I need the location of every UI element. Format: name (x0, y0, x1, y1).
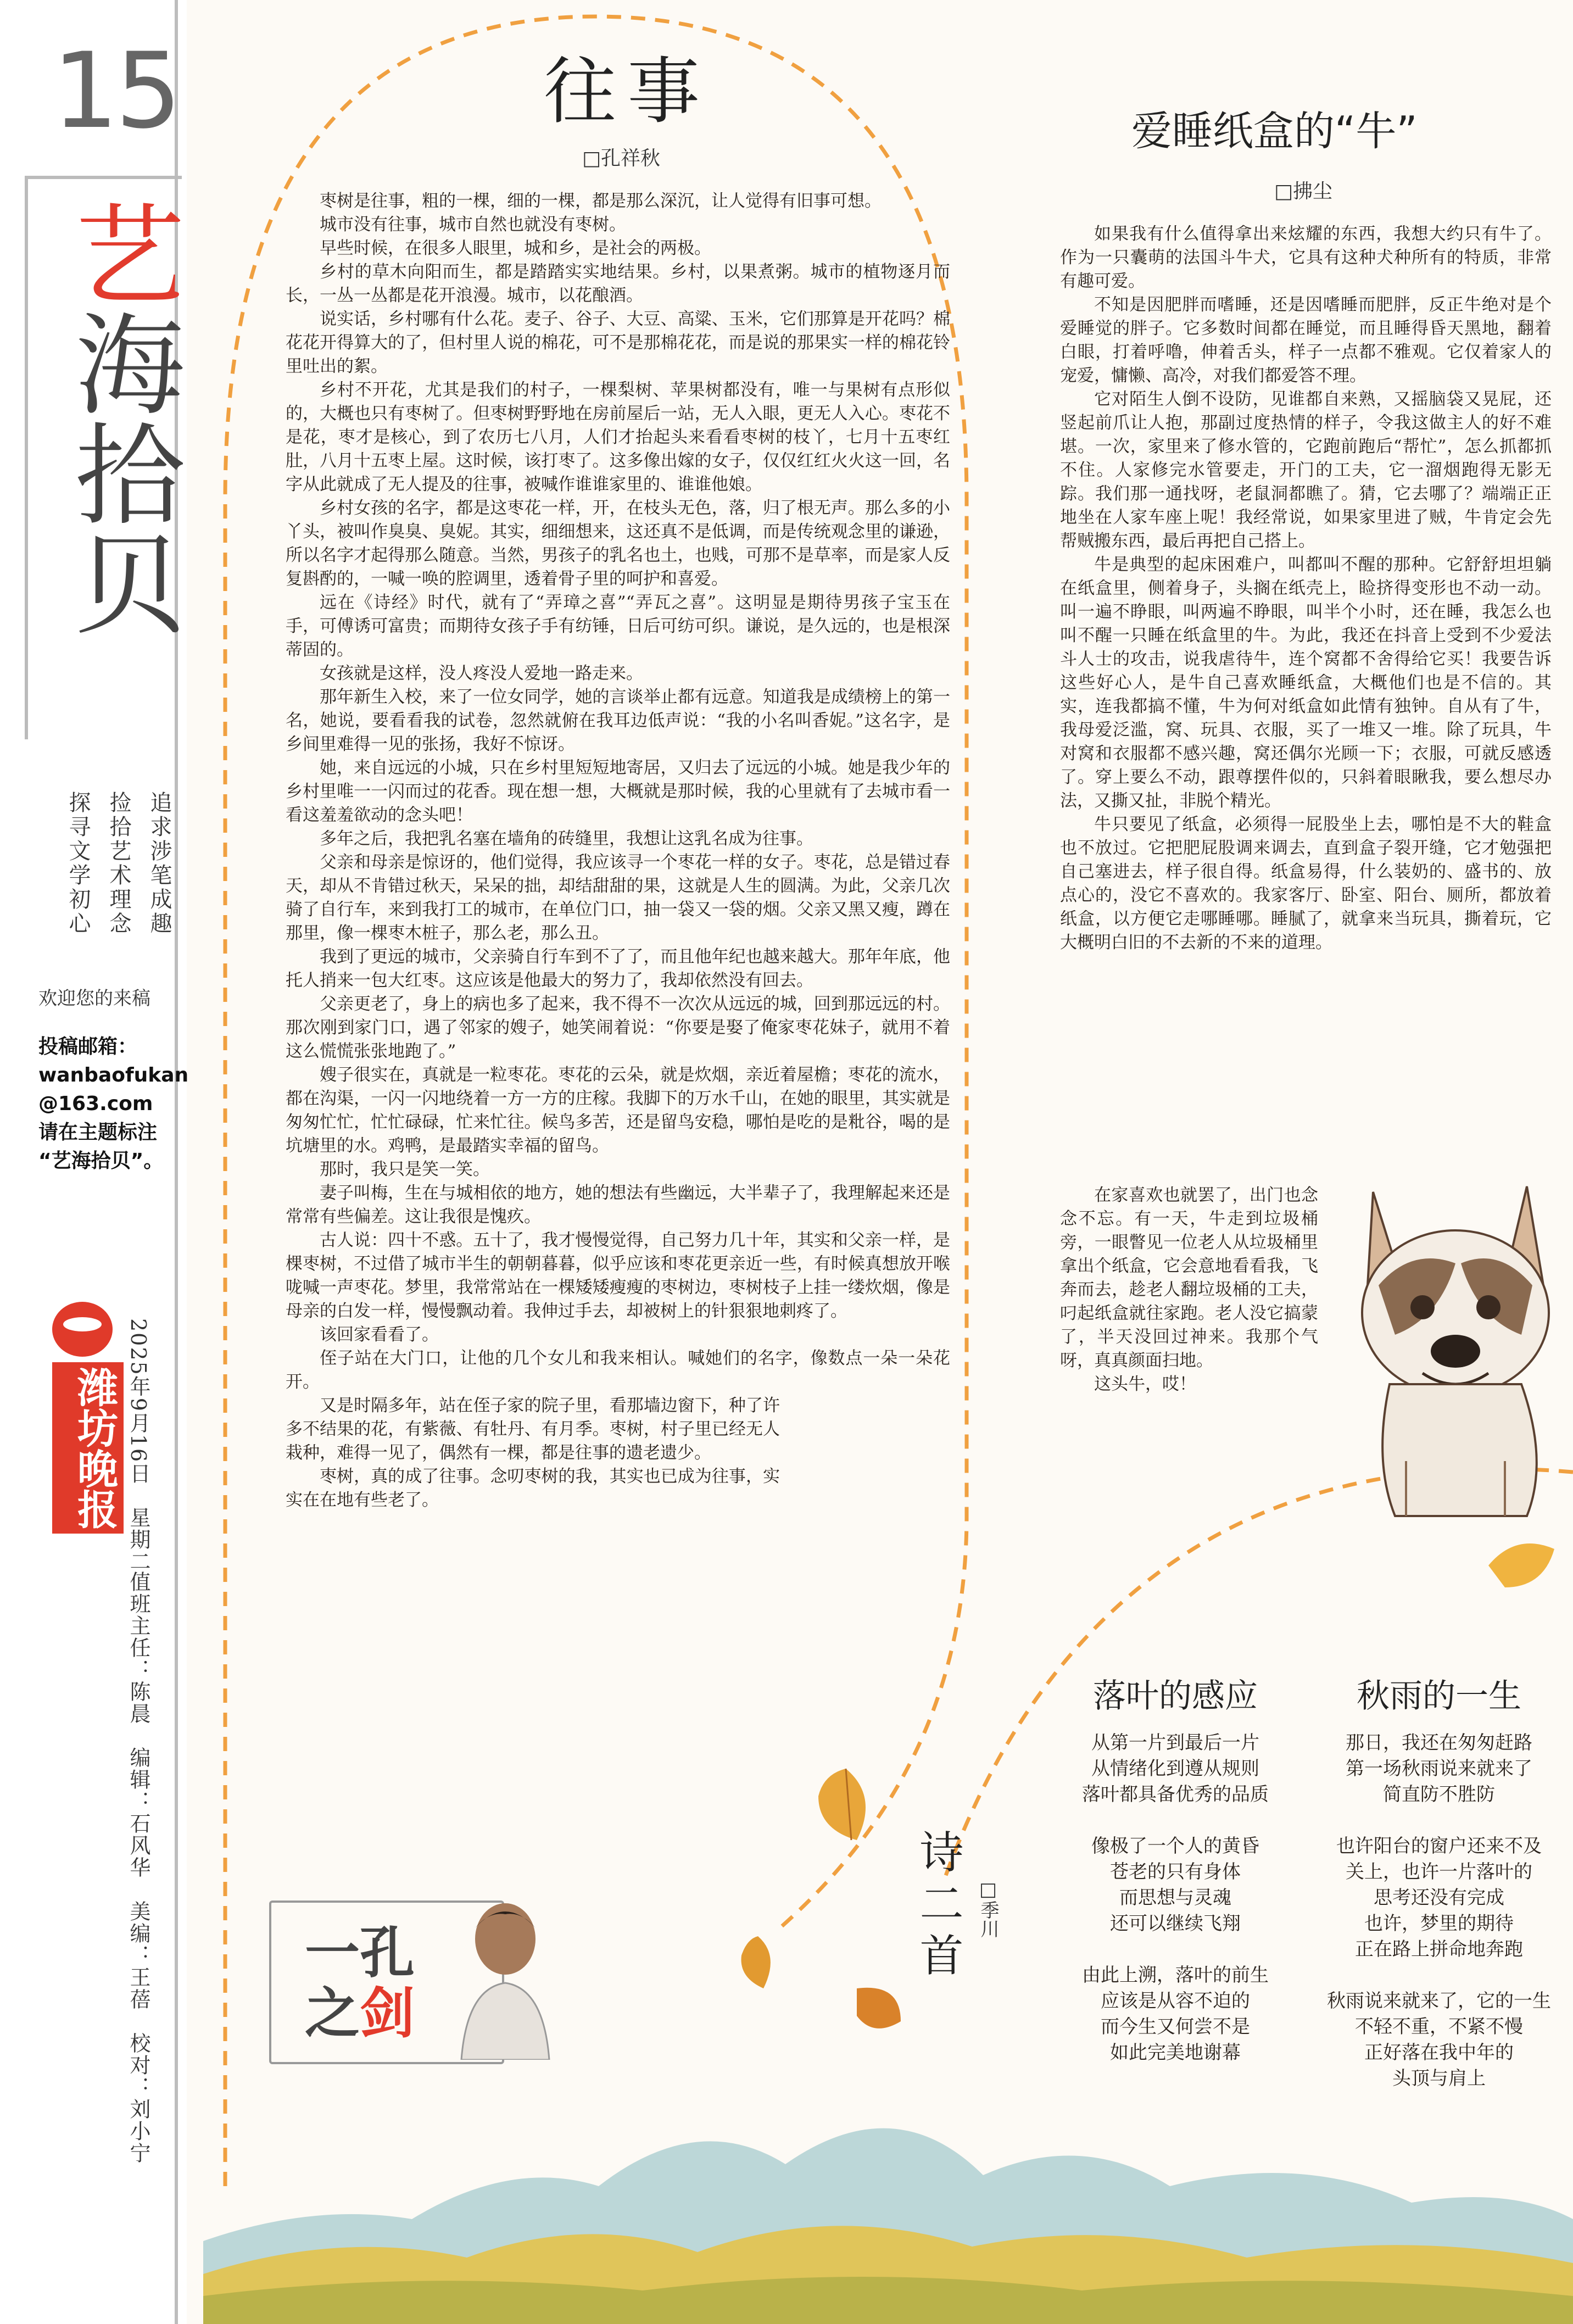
contrib-note: “艺海拾贝”。 (38, 1150, 164, 1172)
poem-stanza (1044, 1833, 1307, 1937)
poem-line: 也许阳台的窗户还来不及 (1336, 1835, 1542, 1857)
staff-credits: 值班主任：陈晨 编辑：石风华 美编：王蓓 校对：刘小宁 (126, 1571, 150, 2164)
motto-line: 捡拾艺术理念 (106, 791, 131, 936)
signature-line: 之剑 (305, 1981, 415, 2046)
poem-line: 正好落在我中年的 (1364, 2042, 1514, 2064)
paragraph: 这头牛，哎！ (1094, 1374, 1196, 1394)
poem-line: 不轻不重，不紧不慢 (1355, 2016, 1523, 2038)
paragraph: 该回家看看了。 (320, 1325, 439, 1345)
poem-line: 也许，梦里的期待 (1364, 1913, 1514, 1935)
leaf-icon (736, 1933, 780, 1994)
column-name-first-char: 艺 (57, 198, 185, 308)
poems-author: □季川 (977, 1879, 999, 1938)
poem-line: 应该是从容不迫的 (1101, 1990, 1250, 2012)
article-author: □拂尘 (1274, 180, 1333, 203)
poem-line: 正在路上拼命地奔跑 (1355, 1938, 1523, 1960)
poem-line: 从情绪化到遵从规则 (1091, 1758, 1259, 1780)
leaf-icon (1483, 1532, 1560, 1598)
column-name (55, 198, 186, 637)
poem-line: 落叶都具备优秀的品质 (1082, 1784, 1269, 1805)
paragraph: 侄子站在大门口，让他的几个女儿和我来相认。喊她们的名字，像数点一朵一朵花开。 (286, 1348, 950, 1392)
poems-heading: 诗二首 (912, 1829, 963, 1984)
paragraph: 牛只要见了纸盒，必须得一屁股坐上去，哪怕是不大的鞋盒也不放过。它把肥屁股调来调去，直到盒子裂开缝，它才勉强把自己塞进去，样子很自得。纸盒易得，什么装奶的、盛书的、放点心的，没它不喜欢的。我家客厅、卧室、阳台、厕所，都放着纸盒，以方便它走哪睡哪。睡腻了，就拿来当玩具，撕着玩，它大概明白旧的不去新的不来的道理。 (1060, 815, 1552, 952)
poem-line: 像极了一个人的黄昏 (1091, 1835, 1259, 1857)
article-author: □孔祥秋 (582, 147, 661, 170)
paragraph: 牛是典型的起床困难户，叫都叫不醒的那种。它舒舒坦坦躺在纸盒里，侧着身子，头搁在纸壳上，睑挤得变形也不动一动。叫一遍不睁眼，叫两遍不睁眼，叫半个小时，还在睡，我怎么也叫不醒一只睡在纸盒里的牛。为此，我还在抖音上受到不少爱法斗人士的攻击，说我虐待牛，连个窝都不舍得给它买！我要告诉这些好心人，是牛自己喜欢睡纸盒，大概他们也是不信的。其实，连我都搞不懂，牛为何对纸盒如此情有独钟。自从有了牛，我母爱泛滥，窝、玩具、衣服，买了一堆又一堆。除了玩具，牛对窝和衣服都不感兴趣，窝还偶尔光顾一下；衣服，可就反感透了。穿上要么不动，跟尊摆件似的，只斜着眼瞅我，要么想尽办法，又撕又扯，非脱个精光。 (1060, 555, 1552, 811)
newspaper-name: 潍坊晚报 (52, 1362, 124, 1534)
paragraph: 不知是因肥胖而嗜睡，还是因嗜睡而肥胖，反正牛绝对是个爱睡觉的胖子。它多数时间都在睡觉，而且睡得昏天黑地，翻着白眼，打着呼噜，伸着舌头，样子一点都不雅观。它仅着家人的宠爱，慵懒、高冷，对我们都爱答不理。 (1060, 295, 1552, 386)
poem-line: 由此上溯，落叶的前生 (1082, 1964, 1269, 1986)
paragraph: 妻子叫梅，生在与城相依的地方，她的想法有些幽远，大半辈子了，我理解起来还是常常有些偏差。这让我很是愧疚。 (286, 1183, 950, 1227)
paragraph: 我到了更远的城市，父亲骑自行车到不了了，而且他年纪也越来越大。那年年底，他托人捎来一包大红枣。这应该是他最大的努力了，我却依然没有回去。 (286, 947, 950, 990)
poem-line: 思考还没有完成 (1374, 1887, 1504, 1909)
column-motto (58, 791, 180, 936)
paragraph: 城市没有往事，城市自然也就没有枣树。 (320, 215, 626, 235)
poem-title: 落叶的感应 (1093, 1677, 1258, 1715)
issue-date: 2025年9月16日 星期二 (126, 1318, 150, 1573)
paragraph: 枣树是往事，粗的一棵，细的一棵，都是那么深沉，让人觉得有旧事可想。 (320, 191, 882, 211)
paragraph: 在家喜欢也就罢了，出门也念念不忘。有一天，牛走到垃圾桶旁，一眼瞥见一位老人从垃圾桶里拿出个纸盒，它会意地看看我，飞奔而去，趁老人翻垃圾桶的工夫，叼起纸盒就往家跑。老人没它搞蒙了，半天没回过神来。我那个气呀，真真颜面扫地。 (1060, 1185, 1318, 1370)
poem-stanza (1307, 1833, 1571, 1963)
poem-line: 简直防不胜防 (1383, 1784, 1495, 1805)
poem-line: 还可以继续飞翔 (1110, 1913, 1241, 1935)
poem-stanza (1044, 1730, 1307, 1808)
poem-line: 而思想与灵魂 (1119, 1887, 1231, 1909)
poem-line: 第一场秋雨说来就来了 (1346, 1758, 1532, 1780)
poem-stanza (1307, 1730, 1571, 1808)
mountain-landscape-illustration (203, 2021, 1573, 2324)
paragraph: 它对陌生人倒不设防，见谁都自来熟，又摇脑袋又晃屁，还竖起前爪让人抱，那副过度热情的样子，令我这做主人的好不难堪。一次，家里来了修水管的，它跑前跑后“帮忙”，怎么抓都抓不住。人家修完水管要走，开门的工夫，它一溜烟跑得无影无踪。我们那一通找呀，老鼠洞都瞧了。猜，它去哪了？端端正正地坐在人家车座上呢！我经常说，如果家里进了贼，牛肯定会先帮贼搬东西，最后再把自己搭上。 (1060, 389, 1552, 551)
paragraph: 乡村的草木向阳而生，都是踏踏实实地结果。乡村，以果煮粥。城市的植物逐月而长，一丛一丛都是花开浪漫。城市，以花酿酒。 (286, 262, 950, 305)
poem-line: 而今生又何尝不是 (1101, 2016, 1250, 2038)
poem-line: 关上，也许一片落叶的 (1346, 1861, 1532, 1883)
paragraph: 枣树，真的成了往事。念叨枣树的我，其实也已成为往事，实实在在地有些老了。 (286, 1467, 780, 1510)
article-body (286, 190, 950, 1512)
leaf-icon (807, 1763, 884, 1851)
motto-line: 探寻文学初心 (65, 791, 91, 936)
paragraph: 如果我有什么值得拿出来炫耀的东西，我想大约只有牛了。作为一只囊萌的法国斗牛犬，它具有这种犬种所有的特质，非常有趣可爱。 (1060, 224, 1552, 291)
poem-line: 秋雨说来就来了，它的一生 (1327, 1990, 1551, 2012)
contrib-label: 投稿邮箱： (38, 1035, 138, 1058)
paragraph: 那时，我只是笑一笑。 (320, 1160, 490, 1179)
paragraph: 多年之后，我把乳名塞在墙角的砖缝里，我想让这乳名成为往事。 (320, 829, 813, 849)
paragraph: 说实话，乡村哪有什么花。麦子、谷子、大豆、高粱、玉米，它们那算是开花吗？棉花花开得算大的了，但村里人说的棉花，可不是那棉花花，而是说的那果实一样的棉花铃里吐出的絮。 (286, 309, 950, 376)
poem-line: 头顶与肩上 (1392, 2067, 1486, 2089)
article-body-tail (1060, 1184, 1318, 1396)
poem-line: 那日，我还在匆匆赶路 (1346, 1732, 1532, 1754)
article-body (1060, 222, 1552, 955)
paragraph: 那年新生入校，来了一位女同学，她的言谈举止都有远意。知道我是成绩榜上的第一名，她说，要看看我的试卷，忽然就俯在我耳边低声说：“我的小名叫香妮。”这名字，是乡间里难得一见的张扬，我好不惊讶。 (286, 687, 950, 754)
contrib-email[interactable]: wanbaofukan (38, 1064, 189, 1086)
paragraph: 她，来自远远的小城，只在乡村里短短地寄居，又归去了远远的小城。她是我少年的乡村里唯一一闪而过的花香。现在想一想，大概就是那时候，我的心里就有了去城市看一看这羞羞欲动的念头吧！ (286, 758, 950, 825)
french-bulldog-illustration (1329, 1153, 1571, 1527)
page-number: 15 (52, 30, 179, 152)
column-name-rest: 海拾贝 (57, 308, 185, 637)
contrib-email-domain[interactable]: @163.com (38, 1093, 153, 1115)
poem-line: 如此完美地谢幕 (1110, 2042, 1241, 2064)
paragraph: 乡村不开花，尤其是我们的村子，一棵梨树、苹果树都没有，唯一与果树有点形似的，大概也只有枣树了。但枣树野野地在房前屋后一站，无人入眼，更无人入心。枣花不是花，枣才是核心，到了农历七八月，人们才抬起头来看看枣树的枝丫，七月十五枣红肚，八月十五枣上屋。这时候，该打枣了。这多像出嫁的女子，仅仅红红火火这一回，名字从此就成了无人提及的往事，被喊作谁谁家里的、谁谁他娘。 (286, 380, 950, 494)
welcome-text: 欢迎您的来稿 (38, 988, 150, 1010)
newspaper-logo-icon (52, 1302, 118, 1357)
contrib-note: 请在主题标注 (38, 1121, 158, 1144)
article-title: 往事 (544, 49, 711, 134)
signature-line: 一孔 (305, 1920, 415, 1985)
paragraph: 早些时候，在很多人眼里，城和乡，是社会的两极。 (320, 238, 711, 258)
motto-line: 追求涉笔成趣 (147, 791, 172, 936)
poem-line: 从第一片到最后一片 (1091, 1732, 1259, 1754)
poem-title: 秋雨的一生 (1357, 1677, 1521, 1715)
paragraph: 父亲和母亲是惊讶的，他们觉得，我应该寻一个枣花一样的女子。枣花，总是错过春天，却从不肯错过秋天，呆呆的拙，却结甜甜的果，这就是人生的圆满。为此，父亲几次骑了自行车，来到我打工的城市，在单位门口，抽一袋又一袋的烟。父亲又黑又瘦，蹲在那里，像一棵枣木桩子，那么老，那么丑。 (286, 852, 950, 943)
contribution-info (38, 1033, 188, 1175)
paragraph: 远在《诗经》时代，就有了“弄璋之喜”“弄瓦之喜”。这明显是期待男孩子宝玉在手，可傅诱可富贵；而期待女孩子手有纺锤，日后可纺可织。谦说，是久远的，也是根深蒂固的。 (286, 593, 950, 660)
paragraph: 又是时隔多年，站在侄子家的院子里，看那墙边窗下，种了许多不结果的花，有紫薇、有牡丹、有月季。枣树，村子里已经无人栽种，难得一见了，偶然有一棵，都是往事的遗老遗少。 (286, 1396, 780, 1463)
paragraph: 古人说：四十不惑。五十了，我才慢慢觉得，自己努力几十年，其实和父亲一样，是棵枣树，不过借了城市半生的朝朝暮暮，似乎应该和枣花更亲近一些，有时候真想放开喉咙喊一声枣花。梦里，我常常站在一棵矮矮瘦瘦的枣树边，枣树枝子上挂一缕炊烟，像是母亲的白发一样，慢慢飘动着。我伸过手去，却被树上的针狠狠地刺疼了。 (286, 1230, 950, 1321)
paragraph: 父亲更老了，身上的病也多了起来，我不得不一次次从远远的城，回到那远远的村。那次刚到家门口，遇了邻家的嫂子，她笑闹着说：“你要是娶了俺家枣花妹子，就用不着这么慌慌张张地跑了。” (286, 994, 950, 1061)
article-title: 爱睡纸盒的“牛” (1131, 108, 1418, 155)
paragraph: 女孩就是这样，没人疼没人爱地一路走来。 (320, 664, 643, 683)
paragraph: 乡村女孩的名字，都是这枣花一样，开，在枝头无色，落，归了根无声。那么多的小丫头，被叫作臭臭、臭妮。其实，细细想来，这还真不是低调，而是传统观念里的谦逊，所以名字才起得那么随意。当然，男孩子的乳名也土，也贱，可那不是草率，而是家人反复斟酌的，一喊一唤的腔调里，透着骨子里的呵护和喜爱。 (286, 498, 950, 589)
paragraph: 嫂子很实在，真就是一粒枣花。枣花的云朵，就是炊烟，亲近着屋檐；枣花的流水，都在沟渠，一闪一闪地绕着一方一方的庄稼。我脚下的万水千山，在她的眼里，其实就是匆匆忙忙，忙忙碌碌，忙来忙往。候鸟多苦，还是留鸟安稳，哪怕是吃的是粃谷，喝的是坑塘里的水。鸡鸭，是最踏实幸福的留鸟。 (286, 1065, 950, 1156)
poem-line: 苍老的只有身体 (1110, 1861, 1241, 1883)
